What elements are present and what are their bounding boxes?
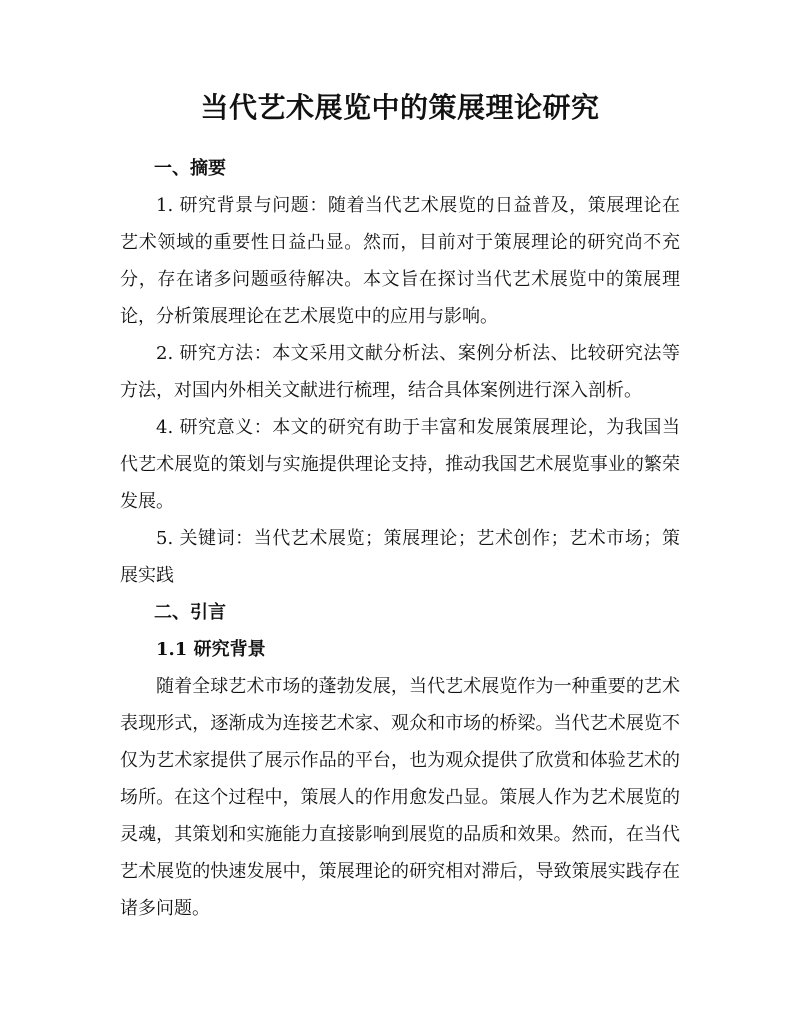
abstract-section [120,150,680,594]
abstract-item-significance: 4. 研究意义：本文的研究有助于丰富和发展策展理论，为我国当代艺术展览的策划与实施提供理论支持，推动我国艺术展览事业的繁荣发展。 [120,417,680,512]
research-background-paragraph: 随着全球艺术市场的蓬勃发展，当代艺术展览作为一种重要的艺术表现形式，逐渐成为连接艺术家、观众和市场的桥梁。当代艺术展览不仅为艺术家提供了展示作品的平台，也为观众提供了欣赏和体验艺术的场所。在这个过程中，策展人的作用愈发凸显。策展人作为艺术展览的灵魂，其策划和实施能力直接影响到展览的品质和效果。然而，在当代艺术展览的快速发展中，策展理论的研究相对滞后，导致策展实践存在诸多问题。 [120,676,680,919]
introduction-heading: 二、引言 [154,602,226,623]
abstract-item-methods: 2. 研究方法：本文采用文献分析法、案例分析法、比较研究法等方法，对国内外相关文献进行梳理，结合具体案例进行深入剖析。 [120,343,680,401]
abstract-item-keywords: 5. 关键词：当代艺术展览；策展理论；艺术创作；艺术市场；策展实践 [120,528,680,586]
research-background-subheading: 1.1 研究背景 [156,639,266,660]
introduction-section [120,594,680,927]
abstract-item-background: 1. 研究背景与问题：随着当代艺术展览的日益普及，策展理论在艺术领域的重要性日益凸显。然而，目前对于策展理论的研究尚不充分，存在诸多问题亟待解决。本文旨在探讨当代艺术展览中的策展理论，分析策展理论在艺术展览中的应用与影响。 [120,195,680,327]
document-title: 当代艺术展览中的策展理论研究 [200,91,600,124]
abstract-heading: 一、摘要 [154,158,226,179]
